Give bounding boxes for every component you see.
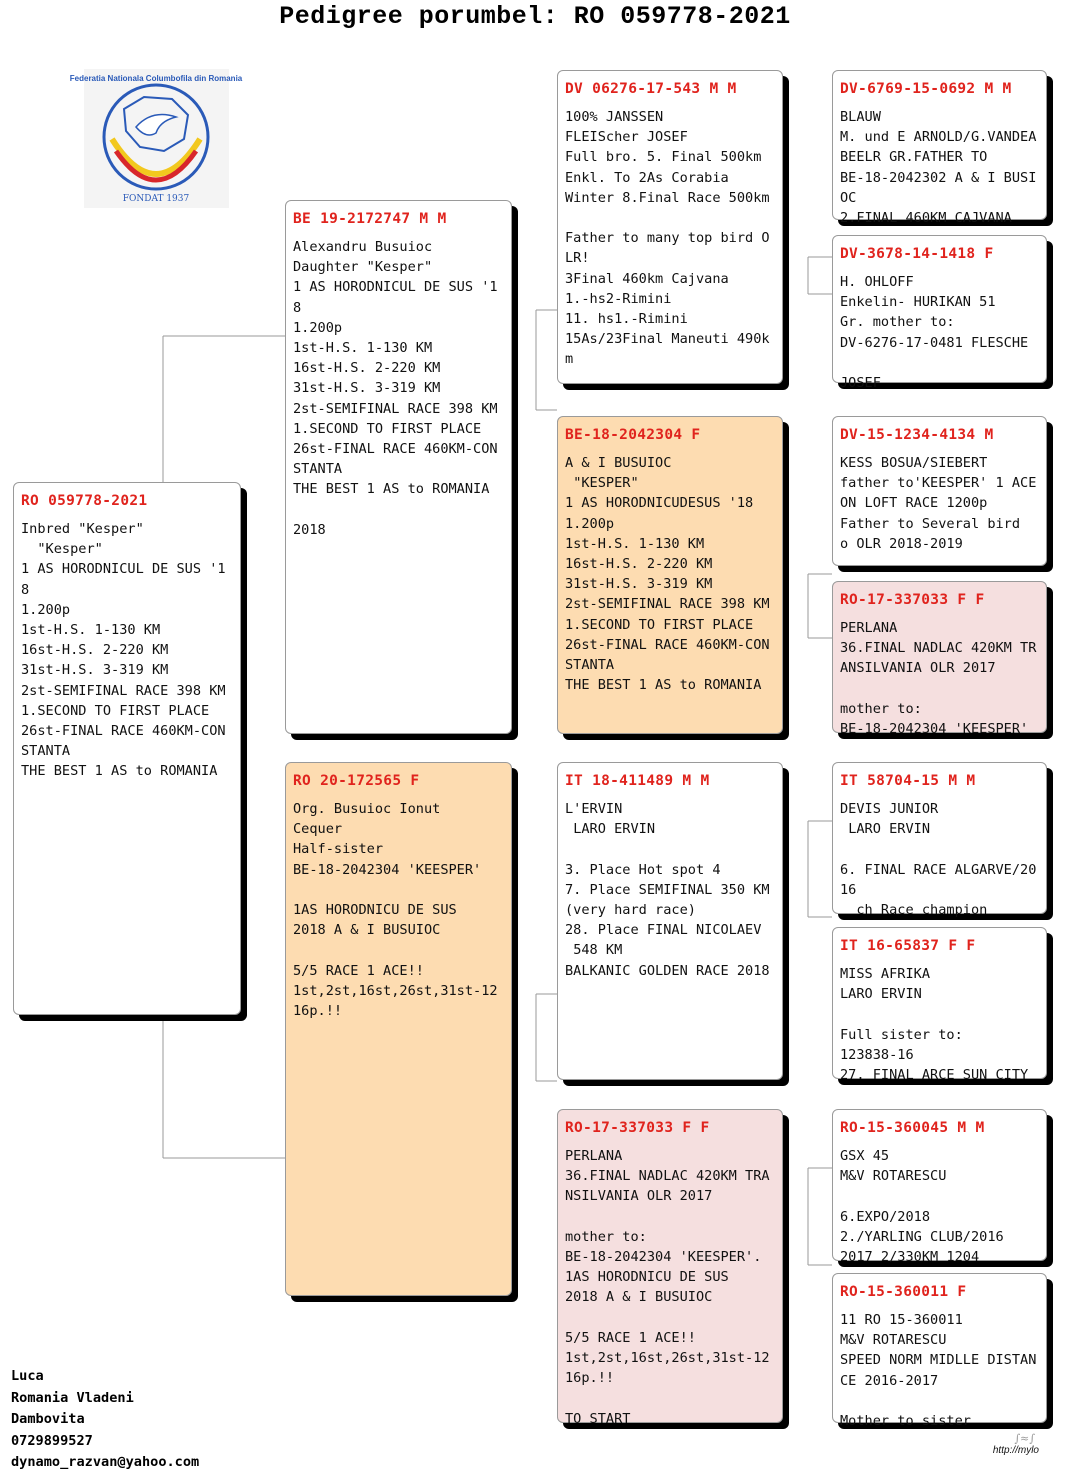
card-text: MISS AFRIKA LARO ERVIN Full sister to: 123838-16 27. FINAL ARCE SUN CITY — [840, 966, 1029, 1084]
card-text: GSX 45 M&V ROTARESCU 6.EXPO/2018 2./YARLING CLUB/2016 2017 2/330KM 1204 — [840, 1148, 1004, 1266]
pedigree-card-mf[interactable] — [557, 762, 783, 1080]
ring-number: BE-18-2042304 F — [565, 427, 701, 443]
pedigree-card-ff[interactable] — [557, 70, 783, 384]
card-text: Alexandru Busuioc Daughter "Kesper" 1 AS HORODNICUL DE SUS '18 1.200p 1st-H.S. 1-130 KM 16st-H.S. 2-220 KM 31st-H.S. 3-319 KM 2st-SEMIFINAL RACE 398 KM 1.SECOND TO FIRST PLACE 26st-FINAL RACE 460KM-CONSTANTA THE BEST 1 AS to ROMANIA 2018 — [293, 239, 498, 538]
card-text: L'ERVIN LARO ERVIN 3. Place Hot spot 4 7. Place SEMIFINAL 350 KM (very hard race) 28. Place FINAL NICOLAEV 548 KM BALKANIC GOLDEN RACE 2018 — [565, 801, 770, 979]
pedigree-card-father[interactable] — [285, 200, 512, 734]
federation-logo-emblem — [69, 69, 243, 208]
card-text: 100% JANSSEN FLEIScher JOSEF Full bro. 5. Final 500km Enkl. To 2As Corabia Winter 8.Final Race 500km Father to many top bird OLR! 3Final 460km Cajvana 1.-hs2-Rimini 11. hs1.-Rimini 15As/23Final Maneuti 490km — [565, 109, 770, 368]
ring-number: DV-3678-14-1418 F — [840, 246, 994, 262]
pedigree-card-mother[interactable] — [285, 762, 512, 1296]
owner-name: Luca — [11, 1368, 44, 1384]
card-text: Org. Busuioc Ionut Cequer Half-sister BE-18-2042304 'KEESPER' 1AS HORODNICU DE SUS 2018 A & I BUSUIOC 5/5 RACE 1 ACE!! 1st,2st,16st,26st,31st-1216p.!! — [293, 801, 498, 1020]
card-text: Inbred "Kesper" "Kesper" 1 AS HORODNICUL DE SUS '18 1.200p 1st-H.S. 1-130 KM 16st-H.S. 2-220 KM 31st-H.S. 3-319 KM 2st-SEMIFINAL RACE 398 KM 1.SECOND TO FIRST PLACE 26st-FINAL RACE 460KM-CONSTANTA THE BEST 1 AS to ROMANIA — [21, 521, 226, 780]
ring-number: RO-17-337033 F F — [565, 1120, 710, 1136]
card-text: BLAUW M. und E ARNOLD/G.VANDEABEELR GR.FATHER TO BE-18-2042302 A & I BUSIOC 2.FINAL 460KM CAJVANA — [840, 109, 1037, 227]
signature-url[interactable]: http://mylo — [992, 1445, 1039, 1456]
card-text: PERLANA 36.FINAL NADLAC 420KM TRANSILVANIA OLR 2017 mother to: BE-18-2042304 'KEESPER'. 1AS HORODNICU DE SUS 2018 A & I BUSUIOC 5/5 RACE 1 ACE!! 1st,2st,16st,26st,31st-1216p.!! TO START — [565, 1148, 770, 1427]
owner-phone: 0729899527 — [11, 1432, 93, 1449]
owner-county: Dambovita — [11, 1411, 85, 1427]
pedigree-card-mfm[interactable] — [832, 927, 1047, 1084]
pedigree-card-mm[interactable] — [557, 1109, 783, 1427]
svg-text:Federatia Nationala Columbofil: Federatia Nationala Columbofila din Romania — [69, 74, 243, 83]
pedigree-card-mff[interactable] — [832, 762, 1047, 919]
card-text: DEVIS JUNIOR LARO ERVIN 6. FINAL RACE ALGARVE/2016 ch Race champion — [840, 801, 1037, 919]
svg-text:FONDAT 1937: FONDAT 1937 — [122, 194, 190, 204]
ring-number: RO 20-172565 F — [293, 773, 420, 789]
owner-place: Romania Vladeni — [11, 1389, 134, 1406]
pedigree-card-subject[interactable] — [13, 482, 241, 1015]
page-title: Pedigree porumbel: RO 059778-2021 — [279, 2, 791, 31]
pedigree-card-mmf[interactable] — [832, 1109, 1047, 1266]
ring-number: BE 19-2172747 M M — [293, 211, 447, 227]
pedigree-card-fmf[interactable] — [832, 416, 1047, 566]
pedigree-card-ffm[interactable] — [832, 235, 1047, 392]
federation-logo — [69, 69, 243, 208]
ring-number: RO 059778-2021 — [21, 493, 148, 509]
ring-number: RO-15-360045 M M — [840, 1120, 985, 1136]
pedigree-card-mmm[interactable] — [832, 1273, 1047, 1430]
card-text: A & I BUSUIOC "KESPER" 1 AS HORODNICUDESUS '18 1.200p 1st-H.S. 1-130 KM 16st-H.S. 2-220 KM 31st-H.S. 3-319 KM 2st-SEMIFINAL RACE 398 KM 1.SECOND TO FIRST PLACE 26st-FINAL RACE 460KM-CONSTANTA THE BEST 1 AS to ROMANIA — [565, 455, 770, 694]
pedigree-card-fmm[interactable] — [832, 581, 1047, 738]
ring-number: IT 16-65837 F F — [840, 938, 976, 954]
ring-number: IT 58704-15 M M — [840, 773, 976, 789]
owner-details — [11, 1366, 199, 1474]
ring-number: DV-6769-15-0692 M M — [840, 81, 1012, 97]
pedigree-card-fm[interactable] — [557, 416, 783, 734]
card-text: PERLANA 36.FINAL NADLAC 420KM TRANSILVANIA OLR 2017 mother to: BE-18-2042304 'KEESPER' — [840, 620, 1037, 738]
signature-mark: ∫≈∫ — [1014, 1432, 1035, 1445]
signature — [993, 1432, 1039, 1456]
ring-number: DV 06276-17-543 M M — [565, 81, 737, 97]
card-text: 11 RO 15-360011 M&V ROTARESCU SPEED NORM MIDLLE DISTANCE 2016-2017 Mother to sister — [840, 1312, 1037, 1430]
card-text: H. OHLOFF Enkelin- HURIKAN 51 Gr. mother to: DV-6276-17-0481 FLESCHE JOSEF — [840, 274, 1029, 392]
pedigree-card-fff[interactable] — [832, 70, 1047, 227]
ring-number: RO-17-337033 F F — [840, 592, 985, 608]
ring-number: IT 18-411489 M M — [565, 773, 710, 789]
owner-email[interactable]: dynamo_razvan@yahoo.com — [11, 1454, 200, 1470]
ring-number: DV-15-1234-4134 M — [840, 427, 994, 443]
card-text: KESS BOSUA/SIEBERT father to'KEESPER' 1 ACE ON LOFT RACE 1200p Father to Several bird o OLR 2018-2019 — [840, 455, 1037, 552]
ring-number: RO-15-360011 F — [840, 1284, 967, 1300]
